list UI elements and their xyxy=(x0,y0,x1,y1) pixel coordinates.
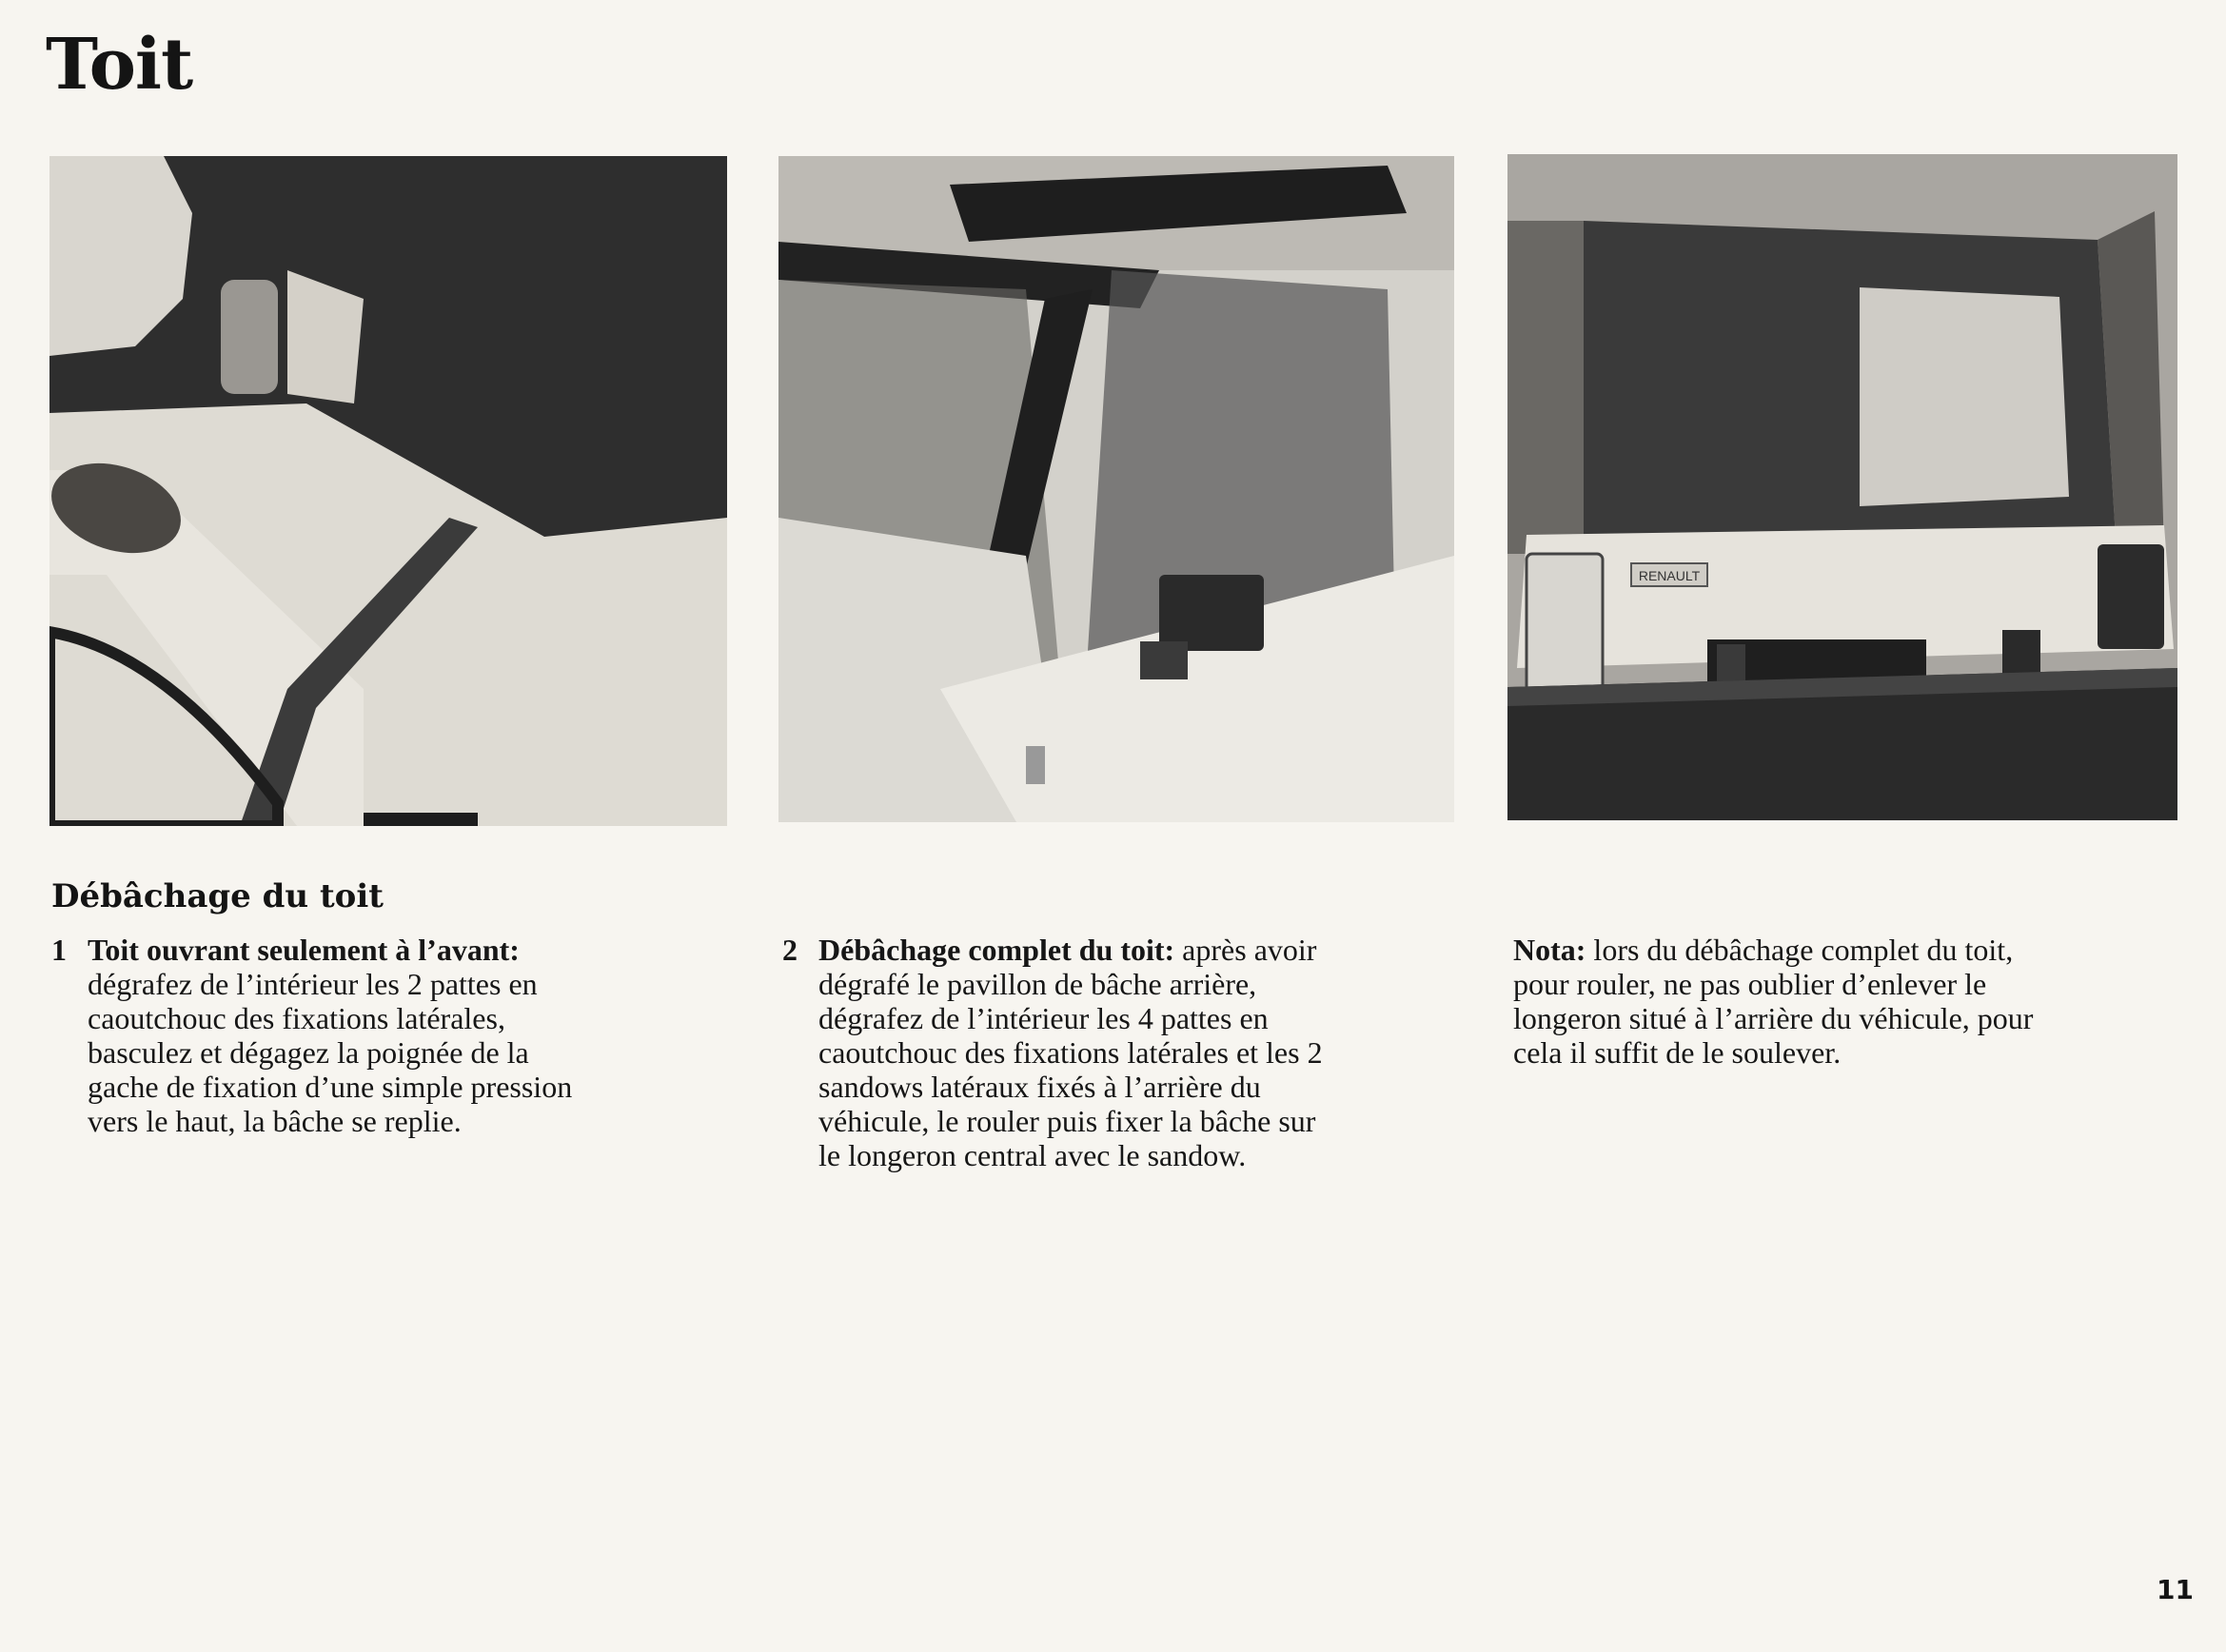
photo-interior-sunvisor xyxy=(49,156,727,826)
nota-first-line xyxy=(1513,933,2179,967)
step-line: dégrafez de l’intérieur les 4 pattes en xyxy=(818,1001,1269,1035)
step-line: caoutchouc des fixations latérales, xyxy=(88,1001,505,1035)
nota-block xyxy=(1513,933,2179,1070)
step-title: Toit ouvrant seulement à l’avant: xyxy=(88,933,520,967)
step-number: 2 xyxy=(782,933,798,967)
step-body xyxy=(818,933,1448,1172)
nota-first-rest: lors du débâchage complet du toit, xyxy=(1593,933,2014,967)
step-line: véhicule, le rouler puis fixer la bâche sur xyxy=(818,1104,1316,1138)
nota-body xyxy=(1513,933,2179,1070)
step-line: gache de fixation d’une simple pression xyxy=(88,1070,573,1104)
step-line: basculez et dégagez la poignée de la xyxy=(88,1035,529,1070)
step-line: le longeron central avec le sandow. xyxy=(818,1138,1247,1172)
nota-line: pour rouler, ne pas oublier d’enlever le xyxy=(1513,967,1987,1001)
photo-soft-top-rolled xyxy=(778,156,1454,822)
step-title: Débâchage complet du toit: xyxy=(818,933,1175,967)
step-number: 1 xyxy=(51,933,67,967)
step-title-rest: après avoir xyxy=(1182,933,1317,967)
page-number: 11 xyxy=(2157,1574,2194,1605)
section-heading: Débâchage du toit xyxy=(51,877,384,915)
step-title-line xyxy=(818,933,1448,967)
rear-badge-brand: RENAULT xyxy=(1638,568,1701,583)
step-line: caoutchouc des fixations latérales et les 2 xyxy=(818,1035,1323,1070)
step-2-block xyxy=(782,933,1448,1172)
step-1-block xyxy=(51,933,718,1138)
step-line: sandows latéraux fixés à l’arrière du xyxy=(818,1070,1261,1104)
step-body xyxy=(88,933,718,1138)
step-line: dégrafez de l’intérieur les 2 pattes en xyxy=(88,967,538,1001)
step-line: dégrafé le pavillon de bâche arrière, xyxy=(818,967,1257,1001)
step-title-line xyxy=(88,933,718,967)
page-title: Toit xyxy=(46,24,193,106)
nota-line: longeron situé à l’arrière du véhicule, pour xyxy=(1513,1001,2034,1035)
nota-label: Nota: xyxy=(1513,933,1586,967)
nota-line: cela il suffit de le soulever. xyxy=(1513,1035,1842,1070)
step-line: vers le haut, la bâche se replie. xyxy=(88,1104,462,1138)
photo-rear-tailgate xyxy=(1507,154,2177,820)
